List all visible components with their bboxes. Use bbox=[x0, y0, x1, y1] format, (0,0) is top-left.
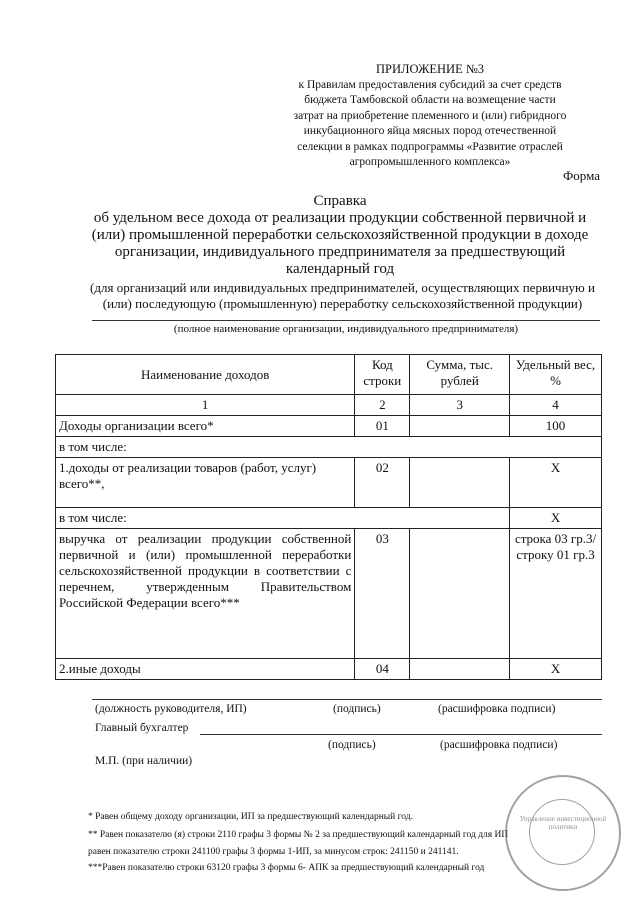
header-name: Наименование доходов bbox=[56, 355, 355, 395]
row-name: выручка от реализации продукции собственной первичной и (или) промышленной переработки сельскохозяйственной продукции в соответствии с перечнем, утвержденным Правительством Российской Федерации всего*** bbox=[56, 529, 355, 659]
subnote-line: (или) последующую (промышленную) переработку сельскохозяйственной продукции) bbox=[102, 296, 583, 311]
table-row bbox=[56, 437, 602, 458]
header-sum: Сумма, тыс. рублей bbox=[410, 355, 510, 395]
org-name-label: (полное наименование организации, индивидуального предпринимателя) bbox=[173, 323, 519, 335]
row-sum bbox=[410, 416, 510, 437]
decode-label: (расшифровка подписи) bbox=[438, 703, 556, 715]
table-row bbox=[56, 529, 602, 659]
signature-line bbox=[92, 699, 602, 700]
row-share: строка 03 гр.3/ строку 01 гр.3 bbox=[510, 529, 602, 659]
appendix-line: бюджета Тамбовской области на возмещение части bbox=[304, 94, 556, 106]
title-line: организации, индивидуального предпринимателя за предшествующий bbox=[114, 244, 566, 260]
table-row bbox=[56, 416, 602, 437]
stamp-text: Управление инвестиционной политики bbox=[519, 815, 607, 831]
footnote-1: * Равен общему доходу организации, ИП за предшествующий календарный год. bbox=[88, 812, 413, 822]
row-share: X bbox=[510, 659, 602, 680]
title-line: об удельном весе дохода от реализации продукции собственной первичной и bbox=[93, 210, 587, 226]
appendix-line: инкубационного яйца мясных пород отечественной bbox=[303, 125, 557, 137]
footnote-2: ** Равен показателю (я) строки 2110 графы 3 формы № 2 за предшествующий календарный год для ИП bbox=[88, 830, 509, 840]
decode-label-2: (расшифровка подписи) bbox=[440, 739, 558, 751]
row-code: 02 bbox=[355, 458, 410, 508]
subnote bbox=[80, 280, 605, 312]
appendix-line: агропромышленного комплекса» bbox=[349, 156, 511, 168]
position-label: (должность руководителя, ИП) bbox=[95, 703, 247, 715]
table-header-row bbox=[56, 355, 602, 395]
col-number: 4 bbox=[510, 395, 602, 416]
row-share: X bbox=[510, 508, 602, 529]
signature-label-2: (подпись) bbox=[328, 739, 376, 751]
header-share: Удельный вес, % bbox=[510, 355, 602, 395]
stamp-inner-ring bbox=[529, 799, 595, 865]
col-number: 1 bbox=[56, 395, 355, 416]
appendix-line: селекции в рамках подпрограммы «Развитие отраслей bbox=[297, 140, 563, 153]
row-code: 04 bbox=[355, 659, 410, 680]
footnote-3: равен показателю строки 241100 графы 3 формы 1-ИП, за минусом строк: 241150 и 241141. bbox=[88, 847, 459, 857]
row-name: 1.доходы от реализации товаров (работ, услуг) всего**, bbox=[56, 458, 355, 508]
row-share: 100 bbox=[510, 416, 602, 437]
row-sum bbox=[410, 458, 510, 508]
document-title bbox=[70, 193, 610, 278]
row-name: Доходы организации всего* bbox=[56, 416, 355, 437]
title-heading: Справка bbox=[313, 193, 367, 209]
row-share: X bbox=[510, 458, 602, 508]
mp-label: М.П. (при наличии) bbox=[95, 755, 193, 767]
appendix-block bbox=[280, 62, 580, 171]
footnote-4: ***Равен показателю строки 63120 графы 3 формы 6- АПК за предшествующий календарный год bbox=[88, 863, 485, 873]
appendix-line: к Правилам предоставления субсидий за счет средств bbox=[298, 78, 562, 91]
row-sum bbox=[410, 529, 510, 659]
signature-label: (подпись) bbox=[333, 703, 381, 715]
org-name-line bbox=[92, 320, 600, 321]
col-number: 3 bbox=[410, 395, 510, 416]
row-code: 03 bbox=[355, 529, 410, 659]
row-name: в том числе: bbox=[56, 508, 510, 529]
table-row bbox=[56, 508, 602, 529]
form-label: Форма bbox=[563, 168, 600, 183]
title-line: календарный год bbox=[285, 261, 395, 277]
appendix-line: затрат на приобретение племенного и (или) гибридного bbox=[293, 109, 567, 122]
accountant-signature-line bbox=[200, 734, 602, 735]
row-code: 01 bbox=[355, 416, 410, 437]
col-number: 2 bbox=[355, 395, 410, 416]
row-sum bbox=[410, 659, 510, 680]
row-name: в том числе: bbox=[56, 437, 602, 458]
title-line: (или) промышленной переработки сельскохозяйственной продукции в доходе bbox=[91, 227, 589, 243]
appendix-title: ПРИЛОЖЕНИЕ №3 bbox=[375, 62, 485, 76]
table-row bbox=[56, 659, 602, 680]
header-code: Код строки bbox=[355, 355, 410, 395]
row-name: 2.иные доходы bbox=[56, 659, 355, 680]
subnote-line: (для организаций или индивидуальных предпринимателей, осуществляющих первичную и bbox=[90, 280, 595, 295]
table-number-row bbox=[56, 395, 602, 416]
table-row bbox=[56, 458, 602, 508]
chief-accountant-label: Главный бухгалтер bbox=[95, 722, 189, 734]
income-table bbox=[55, 354, 602, 680]
official-stamp bbox=[505, 775, 621, 891]
